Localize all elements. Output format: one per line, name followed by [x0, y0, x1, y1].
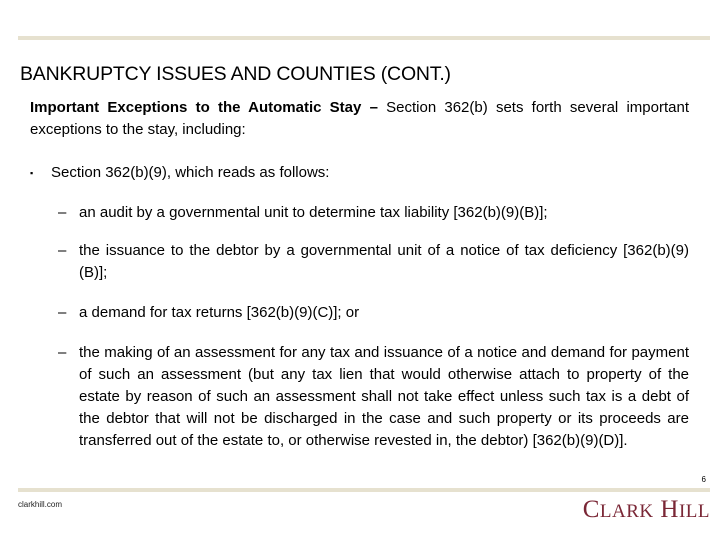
footer-website: clarkhill.com [18, 500, 63, 509]
dash-icon: – [58, 242, 67, 259]
clark-hill-logo: CLARK HILL [582, 496, 710, 523]
sub-item-text: the making of an assessment for any tax and issuance of a notice and demand for payment of such an assessment (but any tax lien that would otherwise attach to property of the estate by reason of such an assessment shall not take effect unless such tax is a debt of the debtor that will not be discharged in the case and such property or its proceeds are transferred out of the estate to, or otherwise revested in, the debtor) [362(b)(9)(D)]. [79, 344, 689, 449]
sub-item-text: a demand for tax returns [362(b)(9)(C)]; or [79, 304, 360, 321]
sub-item [58, 202, 689, 224]
bottom-rule [18, 488, 710, 492]
intro-paragraph [30, 97, 689, 141]
bullet-text: Section 362(b)(9), which reads as follows: [51, 164, 330, 181]
dash-icon: – [58, 304, 67, 321]
top-rule [18, 36, 710, 40]
sub-item-text: an audit by a governmental unit to determine tax liability [362(b)(9)(B)]; [79, 204, 548, 221]
sub-item [58, 240, 689, 284]
sub-item-text: the issuance to the debtor by a governmental unit of a notice of tax deficiency [362(b)(9)(B)]; [79, 242, 689, 281]
square-bullet-icon: ▪ [30, 168, 34, 178]
sub-item [58, 302, 689, 324]
intro-text: Section 362(b) sets forth several important exceptions to the stay, including: [30, 99, 689, 138]
intro-bold: Important Exceptions to the Automatic Stay – [30, 99, 378, 116]
sub-item [58, 342, 689, 452]
page-number: 6 [701, 475, 706, 484]
dash-icon: – [58, 344, 67, 361]
slide-title: BANKRUPTCY ISSUES AND COUNTIES (CONT.) [20, 63, 451, 85]
dash-icon: – [58, 204, 67, 221]
